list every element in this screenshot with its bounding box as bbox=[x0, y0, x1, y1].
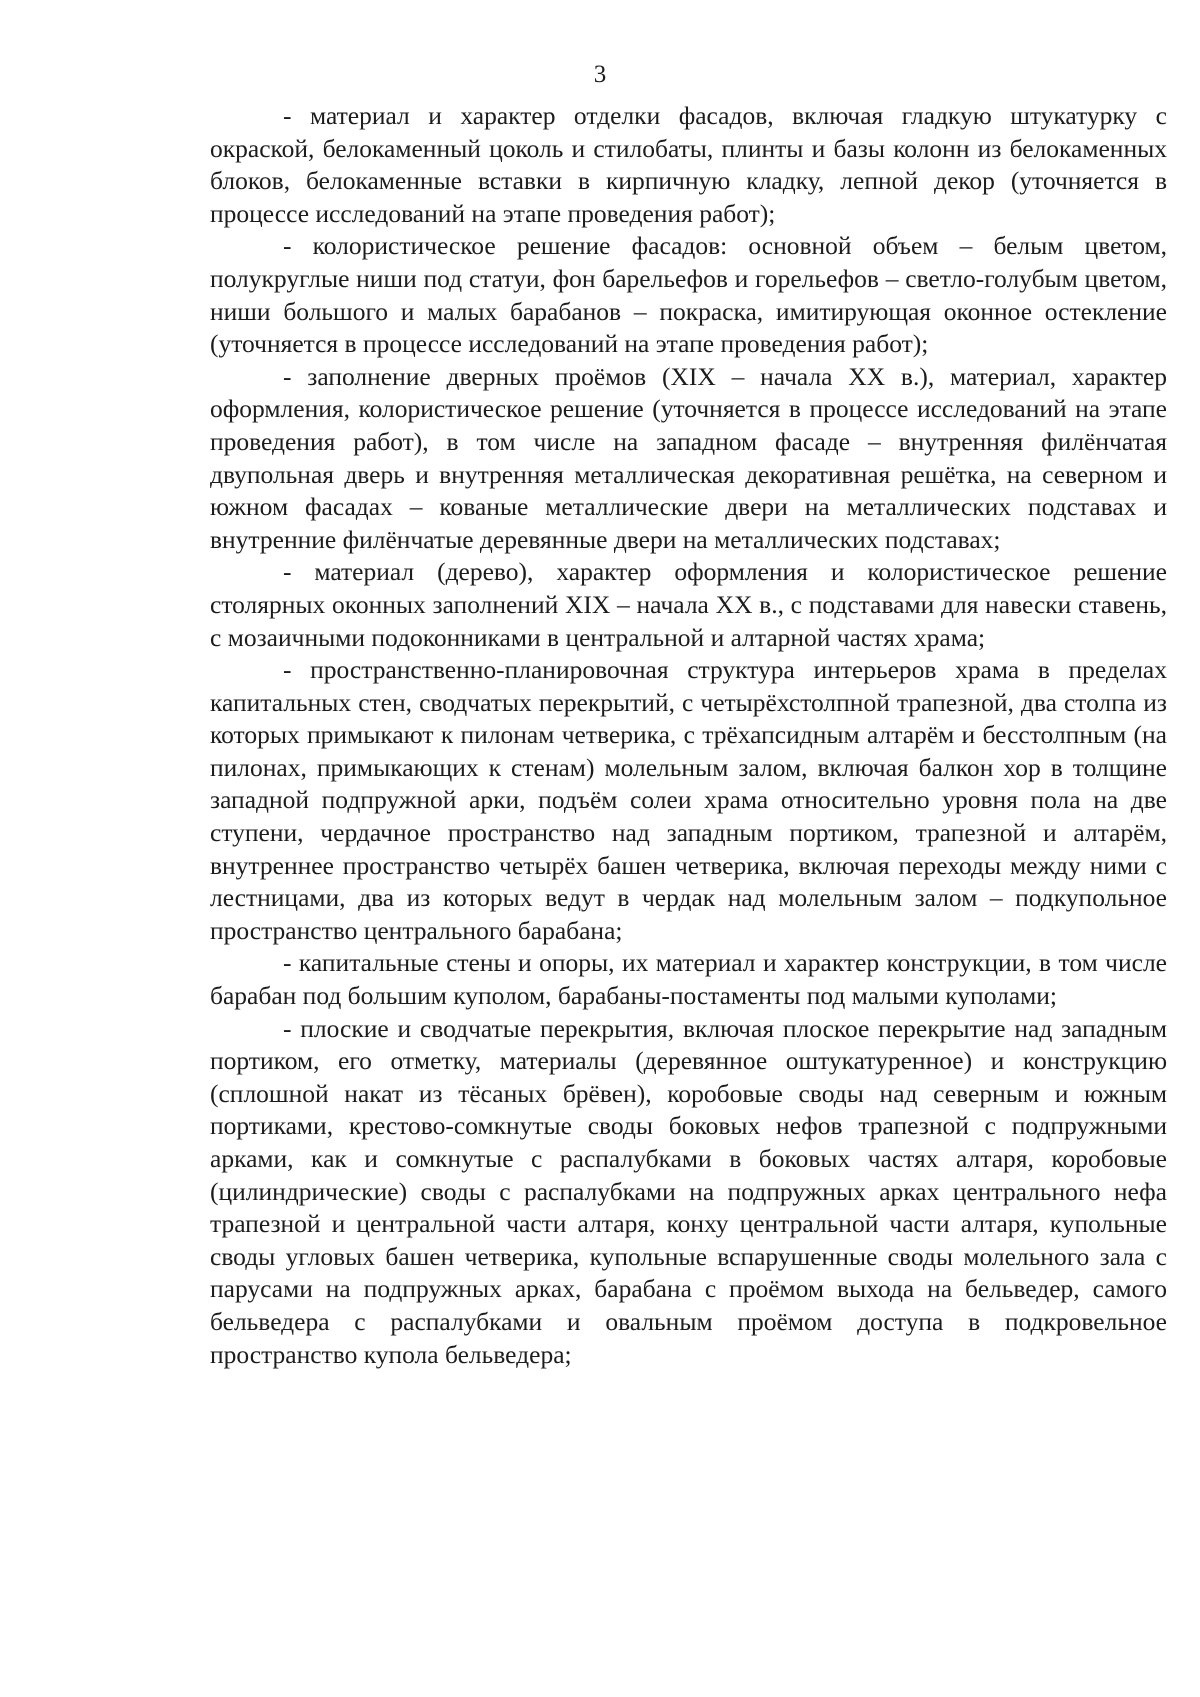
paragraph-door-openings: - заполнение дверных проёмов (XIX – начала XX в.), материал, характер оформления, колористическое решение (уточняется в процессе исследований на этапе проведения работ), в том числе на западном фасаде – внутренняя филёнчатая двупольная дверь и внутренняя металлическая декоративная решётка, на северном и южном фасадах – кованые металлические двери на металлических подставах и внутренние филёнчатые деревянные двери на металлических подставах; bbox=[210, 361, 1167, 554]
paragraph-window-fillings: - материал (дерево), характер оформления и колористическое решение столярных оконных заполнений XIX – начала XX в., с подставами для навески ставень, с мозаичными подоконниками в центральной и алтарной частях храма; bbox=[210, 557, 1167, 652]
paragraph-vaults-ceilings: - плоские и сводчатые перекрытия, включая плоское перекрытие над западным портиком, его отметку, материалы (деревянное оштукатуренное) и конструкцию (сплошной накат из тёсаных брёвен), коробовые своды над северным и южным портиками, крестово-сомкнутые своды боковых нефов трапезной с подпружными арками, как и сомкнутые с распалубками в боковых частях алтаря, коробовые (цилиндрические) своды с распалубками на подпружных арках центрального нефа трапезной и центральной части алтаря, конху центральной части алтаря, купольные своды угловых башен четверика, купольные вспарушенные своды молельного зала с парусами на подпружных арках, барабана с проёмом выхода на бельведер, самого бельведера с распалубками и овальным проёмом доступа в подкровельное пространство купола бельведера; bbox=[210, 1013, 1167, 1369]
paragraph-facade-finish: - материал и характер отделки фасадов, включая гладкую штукатурку с окраской, белокаменный цоколь и стилобаты, плинты и базы колонн из белокаменных блоков, белокаменные вставки в кирпичную кладку, лепной декор (уточняется в процессе исследований на этапе проведения работ); bbox=[210, 101, 1167, 228]
document-body bbox=[210, 100, 1167, 1371]
paragraph-facade-colors: - колористическое решение фасадов: основной объем – белым цветом, полукруглые ниши под статуи, фон барельефов и горельефов – светло-голубым цветом, ниши большого и малых барабанов – покраска, имитирующая оконное остекление (уточняется в процессе исследований на этапе проведения работ); bbox=[210, 231, 1167, 359]
page-number: 3 bbox=[593, 61, 607, 88]
paragraph-interior-structure: - пространственно-планировочная структура интерьеров храма в пределах капитальных стен, сводчатых перекрытий, с четырёхстолпной трапезной, два столпа из которых примыкают к пилонам четверика, с трёхапсидным алтарём и бесстолпным (на пилонах, примыкающих к стенам) молельным залом, включая балкон хор в толщине западной подпружной арки, подъём солеи храма относительно уровня пола на две ступени, чердачное пространство над западным портиком, трапезной и алтарём, внутреннее пространство четырёх башен четверика, включая переходы между ними с лестницами, два из которых ведут в чердак над молельным залом – подкупольное пространство центрального барабана; bbox=[210, 655, 1167, 945]
paragraph-walls-supports: - капитальные стены и опоры, их материал и характер конструкции, в том числе барабан под большим куполом, барабаны-постаменты под малыми куполами; bbox=[210, 948, 1167, 1011]
